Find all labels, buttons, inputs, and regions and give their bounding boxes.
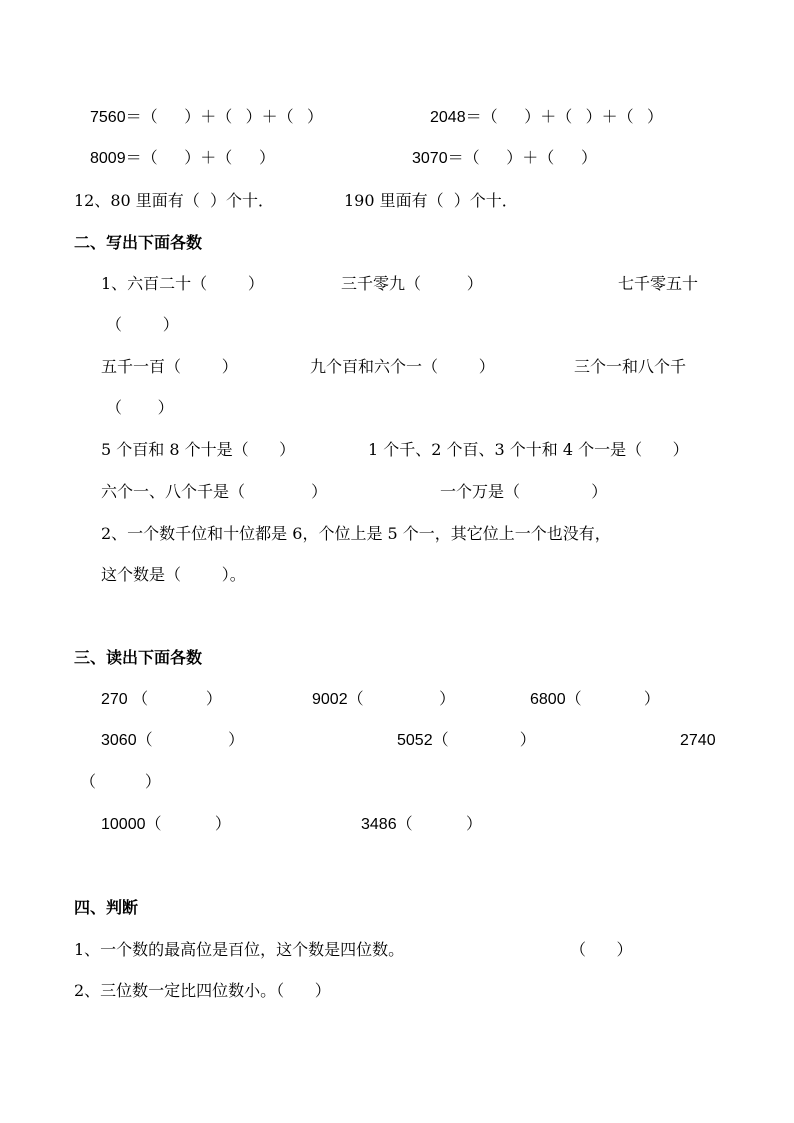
read-item-9002: 9002（ ） [312,691,456,708]
write-item-8003-blank: （ ） [106,398,174,417]
section-2-heading: 二、写出下面各数 [74,233,203,252]
read-item-3060: 3060（ ） [101,732,245,749]
write-item-620: 1、六百二十（ ） [101,274,264,293]
section-4-heading: 四、判断 [74,898,139,917]
judge-question-1: 1、一个数的最高位是百位，这个数是四位数。 [74,940,405,959]
read-item-6800: 6800（ ） [530,691,660,708]
read-item-3486: 3486（ ） [361,816,482,833]
write-question-2-answer: 这个数是（ ）。 [101,565,246,584]
write-item-7050: 七千零五十 [618,274,699,293]
read-item-2740-blank: （ ） [80,774,161,791]
question-12-part-b: 190 里面有（ ）个十． [344,191,518,210]
write-question-2: 2、一个数千位和十位都是 6，个位上是 5 个一，其它位上一个也没有， [101,524,611,543]
write-item-906: 九个百和六个一（ ） [310,357,495,376]
write-item-8003: 三个一和八个千 [574,357,687,376]
write-item-580: 5 个百和 8 个十是（ ） [101,440,296,459]
write-item-3009: 三千零九（ ） [341,274,483,293]
section-3-heading: 三、读出下面各数 [74,648,203,667]
read-item-5052: 5052（ ） [397,732,536,749]
read-item-270: 270 （ ） [101,691,222,708]
write-item-1234: 1 个千、2 个百、3 个十和 4 个一是（ ） [368,440,689,459]
judge-question-1-blank: （ ） [570,940,633,959]
question-12-part-a: 12、80 里面有（ ）个十． [74,191,274,210]
write-item-10000: 一个万是（ ） [440,482,608,501]
write-item-7050-blank: （ ） [106,315,179,334]
read-item-10000: 10000（ ） [101,816,231,833]
decompose-7560: 7560＝（ ）＋（ ）＋（ ） [90,109,323,126]
read-item-2740: 2740 [680,732,716,749]
decompose-8009: 8009＝（ ）＋（ ） [90,150,275,167]
decompose-3070: 3070＝（ ）＋（ ） [412,150,597,167]
write-item-5100: 五千一百（ ） [101,357,238,376]
write-item-8006: 六个一、八个千是（ ） [101,482,328,501]
judge-question-2: 2、三位数一定比四位数小。（ ） [74,981,331,1000]
decompose-2048: 2048＝（ ）＋（ ）＋（ ） [430,109,663,126]
